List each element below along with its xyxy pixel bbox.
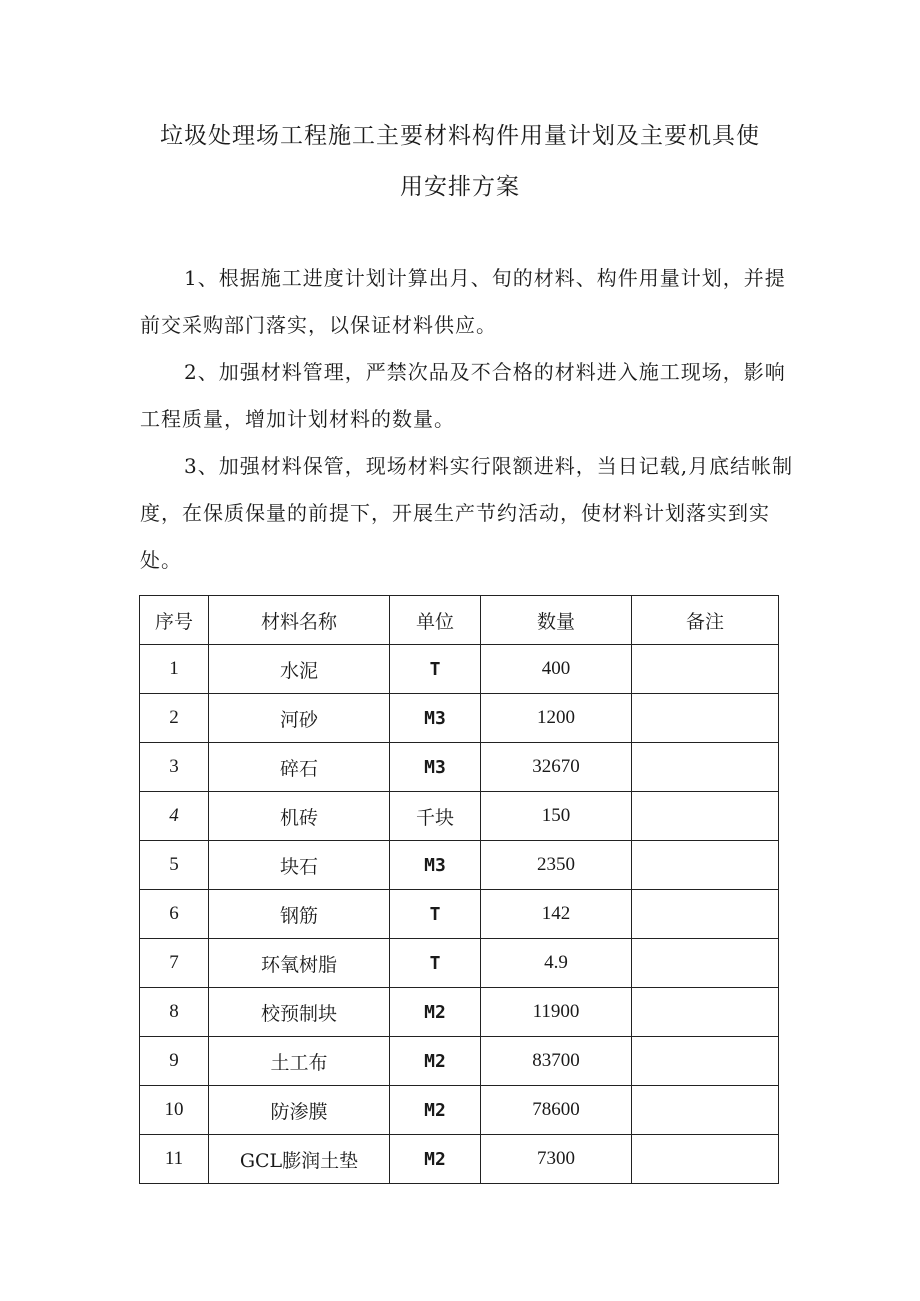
row-notes — [632, 841, 779, 890]
row-index: 3 — [140, 743, 209, 792]
table-row — [140, 988, 779, 1037]
row-index: 9 — [140, 1037, 209, 1086]
row-index: 6 — [140, 890, 209, 939]
row-unit: M2 — [390, 988, 481, 1037]
row-unit: M3 — [390, 743, 481, 792]
header-index: 序号 — [140, 596, 209, 645]
header-unit: 单位 — [390, 596, 481, 645]
row-quantity: 7300 — [481, 1135, 632, 1184]
paragraph-1 — [140, 255, 800, 349]
row-material-name: 块石 — [209, 841, 390, 890]
row-notes — [632, 1037, 779, 1086]
row-material-name: 碎石 — [209, 743, 390, 792]
row-notes — [632, 890, 779, 939]
row-material-name: 河砂 — [209, 694, 390, 743]
table-header-row — [140, 596, 779, 645]
row-unit: 千块 — [390, 792, 481, 841]
row-quantity: 142 — [481, 890, 632, 939]
header-quantity: 数量 — [481, 596, 632, 645]
row-notes — [632, 694, 779, 743]
document-title-line-2: 用安排方案 — [400, 174, 520, 200]
table-row — [140, 1135, 779, 1184]
row-notes — [632, 792, 779, 841]
row-notes — [632, 1086, 779, 1135]
row-unit: M2 — [390, 1086, 481, 1135]
row-material-name: 水泥 — [209, 645, 390, 694]
materials-table — [139, 595, 779, 1184]
table-row — [140, 890, 779, 939]
row-index: 8 — [140, 988, 209, 1037]
row-material-name: 校预制块 — [209, 988, 390, 1037]
paragraph-2 — [140, 349, 800, 443]
row-unit: M3 — [390, 694, 481, 743]
row-quantity: 4.9 — [481, 939, 632, 988]
row-material-name: 土工布 — [209, 1037, 390, 1086]
row-unit: T — [390, 645, 481, 694]
paragraph-3-text: 3、加强材料保管，现场材料实行限额进料，当日记载,月底结帐制度，在保质保量的前提下，开展生产节约活动，使材料计划落实到实处。 — [140, 454, 794, 572]
row-index: 2 — [140, 694, 209, 743]
row-material-name: 机砖 — [209, 792, 390, 841]
row-notes — [632, 743, 779, 792]
row-quantity: 400 — [481, 645, 632, 694]
row-material-name: GCL膨润土垫 — [209, 1135, 390, 1184]
header-material-name: 材料名称 — [209, 596, 390, 645]
row-quantity: 150 — [481, 792, 632, 841]
row-quantity: 1200 — [481, 694, 632, 743]
table-row — [140, 792, 779, 841]
row-quantity: 83700 — [481, 1037, 632, 1086]
row-notes — [632, 939, 779, 988]
paragraph-1-text: 1、根据施工进度计划计算出月、旬的材料、构件用量计划，并提前交采购部门落实，以保证材料供应。 — [140, 266, 786, 337]
row-material-name: 防渗膜 — [209, 1086, 390, 1135]
row-notes — [632, 645, 779, 694]
row-unit: T — [390, 890, 481, 939]
row-material-name: 环氧树脂 — [209, 939, 390, 988]
header-notes: 备注 — [632, 596, 779, 645]
table-row — [140, 939, 779, 988]
row-notes — [632, 1135, 779, 1184]
row-index: 1 — [140, 645, 209, 694]
row-unit: T — [390, 939, 481, 988]
row-unit: M2 — [390, 1037, 481, 1086]
paragraph-3 — [140, 443, 800, 584]
row-unit: M3 — [390, 841, 481, 890]
row-quantity: 11900 — [481, 988, 632, 1037]
table-row — [140, 694, 779, 743]
table-row — [140, 743, 779, 792]
row-index: 7 — [140, 939, 209, 988]
table-row — [140, 1086, 779, 1135]
row-notes — [632, 988, 779, 1037]
row-quantity: 78600 — [481, 1086, 632, 1135]
row-index: 4 — [140, 792, 209, 841]
table-row — [140, 645, 779, 694]
paragraph-2-text: 2、加强材料管理，严禁次品及不合格的材料进入施工现场，影响工程质量，增加计划材料的数量。 — [140, 360, 786, 431]
row-quantity: 32670 — [481, 743, 632, 792]
row-index: 5 — [140, 841, 209, 890]
row-unit: M2 — [390, 1135, 481, 1184]
table-row — [140, 1037, 779, 1086]
table-row — [140, 841, 779, 890]
row-index: 11 — [140, 1135, 209, 1184]
row-material-name: 钢筋 — [209, 890, 390, 939]
row-index: 10 — [140, 1086, 209, 1135]
document-title-line-1: 垃圾处理场工程施工主要材料构件用量计划及主要机具使 — [160, 123, 760, 149]
row-quantity: 2350 — [481, 841, 632, 890]
